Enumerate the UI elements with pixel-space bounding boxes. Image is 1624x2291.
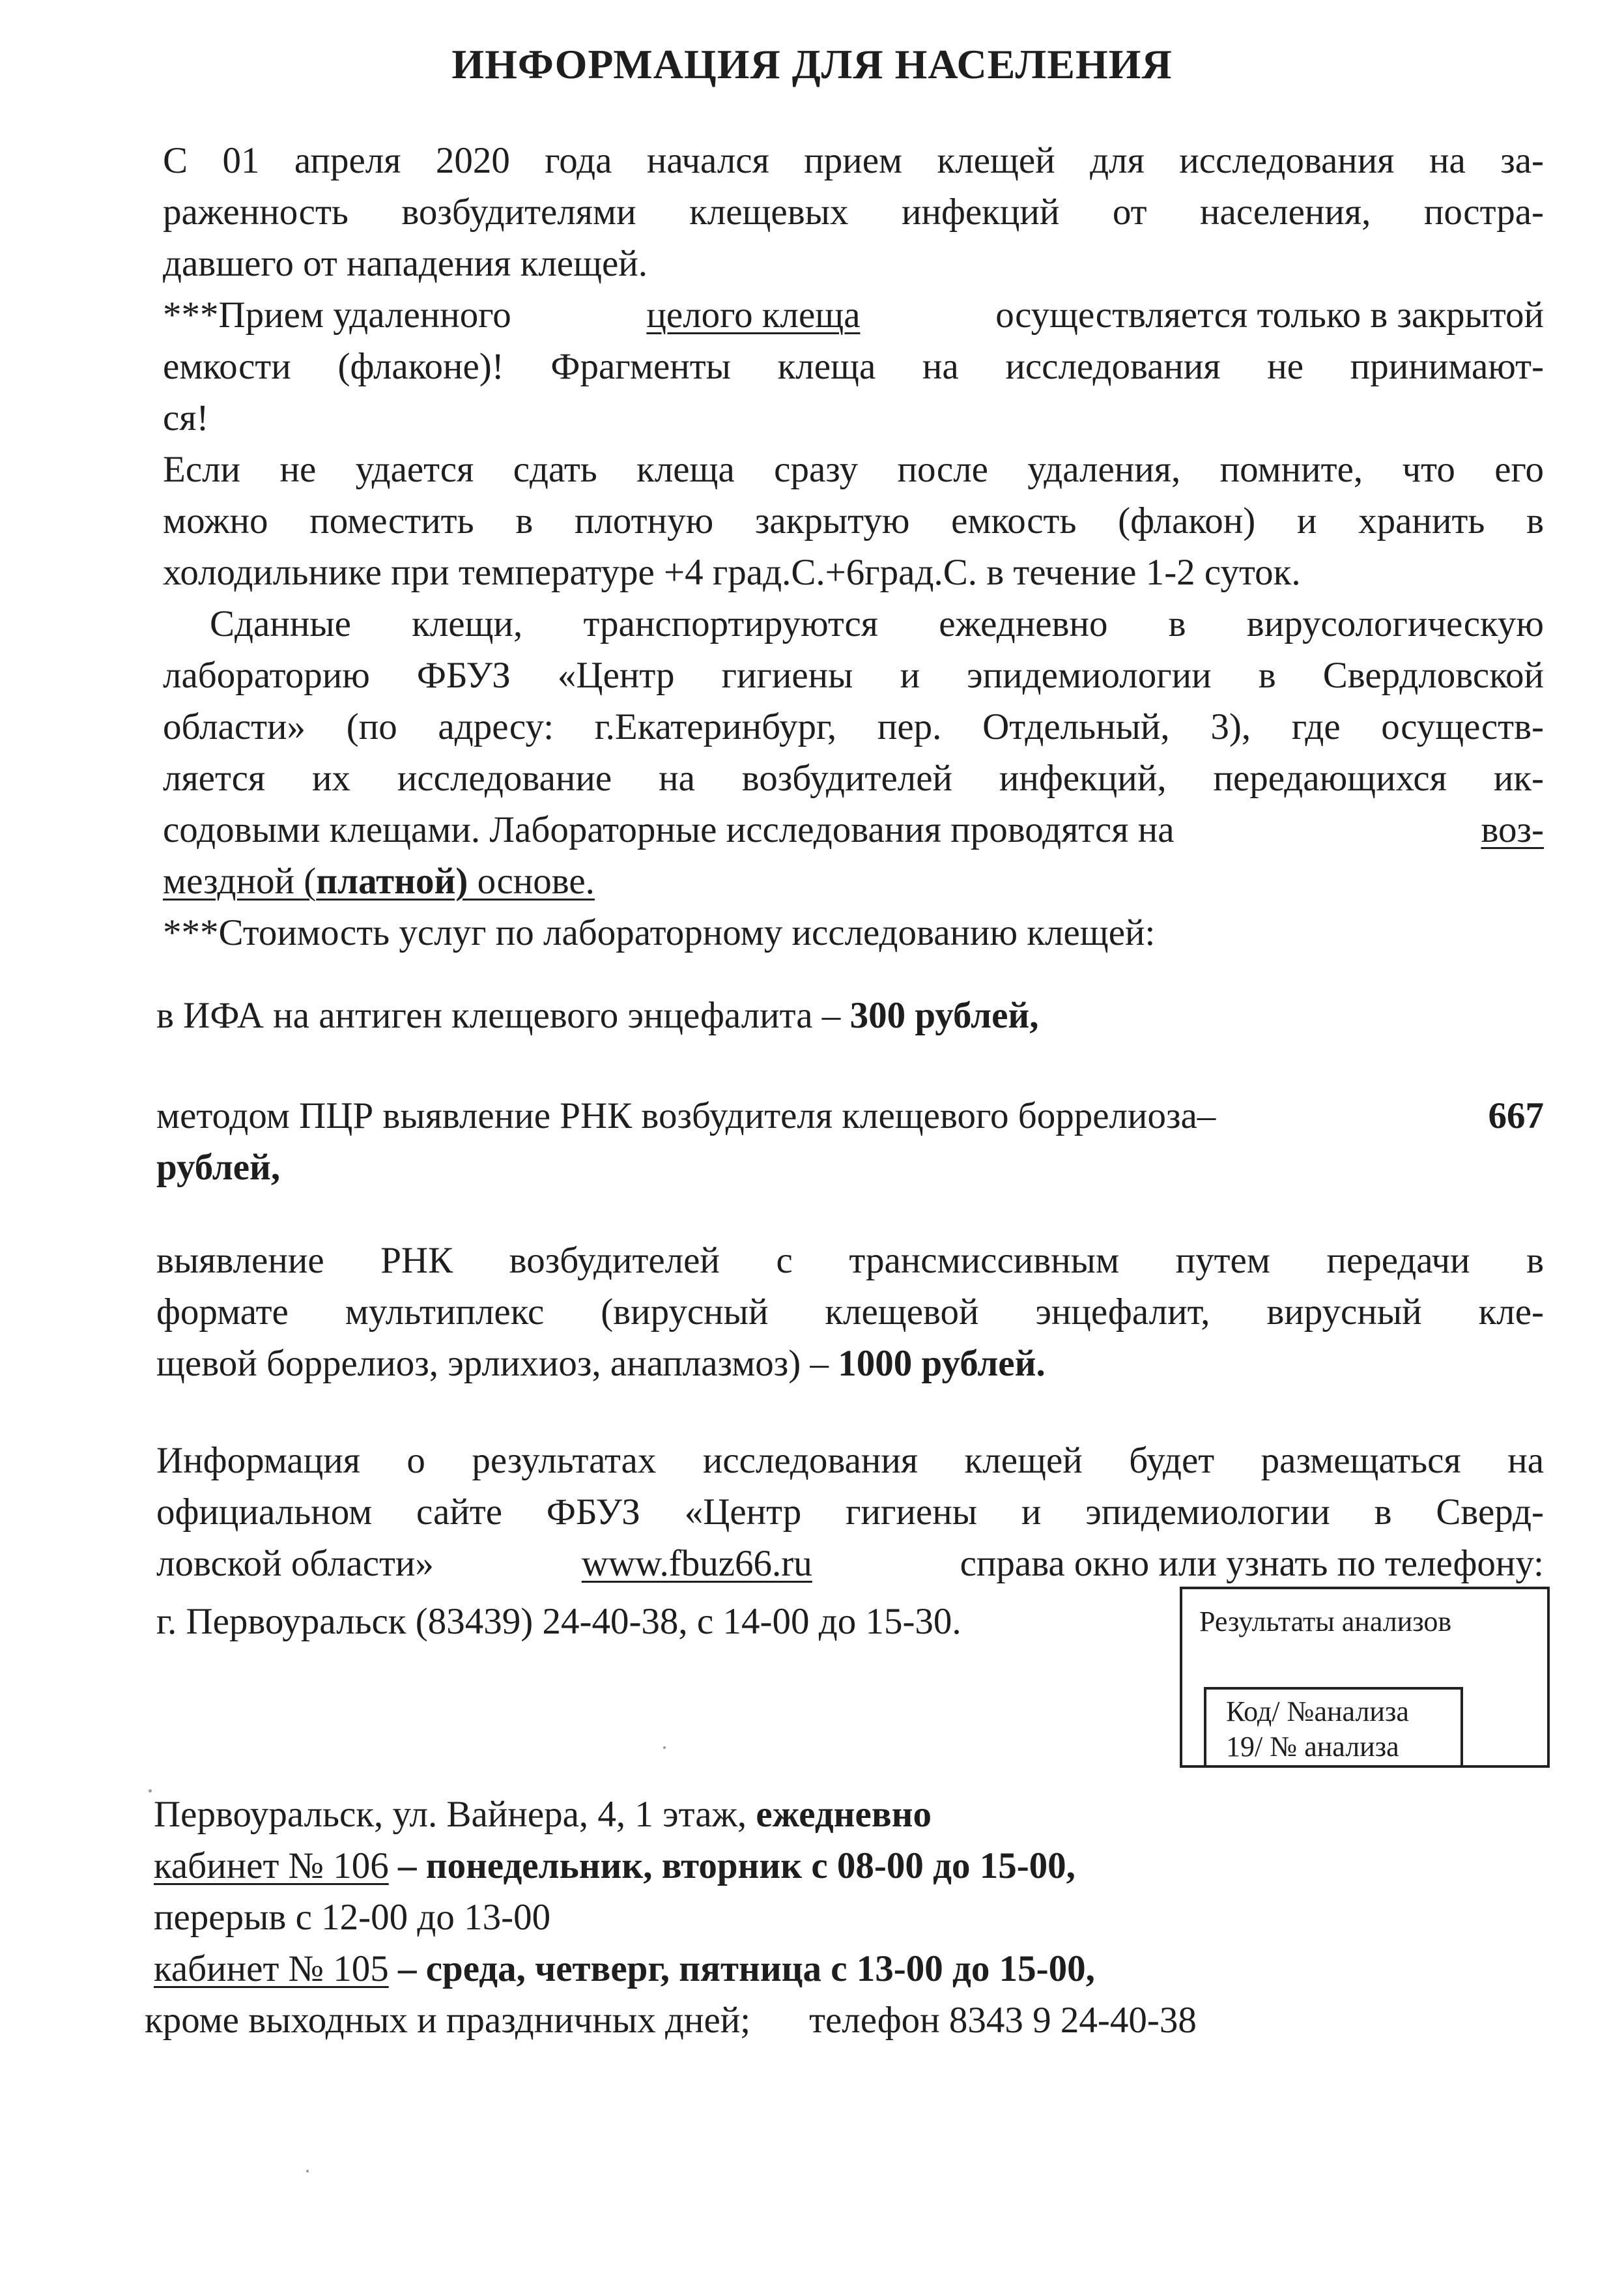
lab-line-4: ляется их исследование на возбудителей инфекций, передающихся ик- (163, 758, 1544, 799)
results-info-text-b: справа окно или узнать по телефону: (960, 1543, 1544, 1584)
analysis-code-line-1: Код/ №анализа (1226, 1695, 1409, 1727)
price-line-ifa (156, 997, 1038, 1034)
results-box (1180, 1587, 1550, 1768)
price-line-pcr (156, 1097, 1544, 1134)
intro-line-3: давшего от нападения клещей. (163, 243, 648, 284)
lab-line-5 (163, 811, 1544, 848)
storage-line-2: можно поместить в плотную закрытую емкость (флакон) и хранить в (163, 500, 1544, 541)
page-title: ИНФОРМАЦИЯ ДЛЯ НАСЕЛЕНИЯ (451, 41, 1173, 87)
price-multiplex-line-1: выявление РНК возбудителей с трансмиссивным путем передачи в (156, 1240, 1544, 1281)
price-ifa-text: в ИФА на антиген клещевого энцефалита – (156, 995, 850, 1036)
whole-tick-underlined: целого клеща (646, 295, 861, 336)
price-multiplex-line-2: формате мультиплекс (вирусный клещевой энцефалит, вирусный кле- (156, 1291, 1544, 1333)
lab-line-3: области» (по адресу: г.Екатеринбург, пер. Отдельный, 3), где осуществ- (163, 706, 1544, 747)
whole-tick-line-2: емкости (флаконе)! Фрагменты клеща на исследования не принимают- (163, 346, 1544, 387)
results-box-label: Результаты анализов (1199, 1606, 1452, 1637)
address-line-5 (145, 2002, 1197, 2039)
whole-tick-text-a: ***Прием удаленного (163, 295, 511, 336)
contact-phone: телефон 8343 9 24-40-38 (809, 2000, 1197, 2041)
website-link[interactable]: www.fbuz66.ru (581, 1543, 812, 1584)
office-106: кабинет № 106 (154, 1845, 389, 1886)
address-line-3: перерыв с 12-00 до 13-00 (154, 1897, 551, 1938)
whole-tick-text-b: осуществляется только в закрытой (995, 295, 1544, 336)
lab-line-2: лабораторию ФБУЗ «Центр гигиены и эпидемиологии в Свердловской (163, 655, 1544, 696)
results-info-phone: г. Первоуральск (83439) 24-40-38, с 14-00 до 15-30. (156, 1601, 962, 1642)
analysis-code-line-2: 19/ № анализа (1226, 1731, 1399, 1763)
office-106-hours: – понедельник, вторник с 08-00 до 15-00, (388, 1845, 1076, 1886)
paid-basis-bold: платной) (316, 861, 468, 902)
analysis-code-box (1204, 1687, 1463, 1768)
price-multiplex-line-3 (156, 1345, 1046, 1382)
intro-line-2: раженность возбудителями клещевых инфекций от населения, постра- (163, 192, 1544, 233)
paid-basis-part-1: мездной ( (163, 861, 317, 902)
weekend-note: кроме выходных и праздничных дней; (145, 2000, 751, 2041)
address-line-4 (154, 1950, 1095, 1987)
scan-speck (149, 1789, 152, 1793)
office-105-hours: – среда, четверг, пятница с 13-00 до 15-00, (388, 1948, 1095, 1989)
address-line-2 (154, 1847, 1076, 1884)
lab-line-1: Сданные клещи, транспортируются ежедневно в вирусологическую (210, 603, 1544, 644)
whole-tick-line-3: ся! (163, 397, 209, 439)
address-text: Первоуральск, ул. Вайнера, 4, 1 этаж, (154, 1794, 756, 1835)
paid-basis-underlined-a: воз- (1481, 809, 1544, 850)
price-multiplex-text: щевой боррелиоз, эрлихиоз, анаплазмоз) – (156, 1343, 838, 1384)
intro-line-1: С 01 апреля 2020 года начался прием клещей для исследования на за- (163, 140, 1544, 181)
results-info-line-3 (156, 1545, 1544, 1582)
price-pcr-unit-line (156, 1149, 280, 1186)
address-daily: ежедневно (756, 1794, 932, 1835)
price-pcr-value: 667 (1488, 1095, 1544, 1136)
office-105: кабинет № 105 (154, 1948, 389, 1989)
price-ifa-value: 300 рублей, (849, 995, 1039, 1036)
price-pcr-unit: рублей, (156, 1147, 281, 1188)
paid-basis-part-2: основе. (468, 861, 595, 902)
price-multiplex-value: 1000 рублей. (838, 1343, 1046, 1384)
lab-line-6 (163, 863, 595, 900)
price-pcr-text: методом ПЦР выявление РНК возбудителя клещевого боррелиоза– (156, 1095, 1216, 1136)
scan-speck (663, 1746, 666, 1749)
paid-basis-underlined-b (163, 861, 595, 902)
results-info-line-2: официальном сайте ФБУЗ «Центр гигиены и эпидемиологии в Сверд- (156, 1491, 1544, 1533)
storage-line-1: Если не удается сдать клеща сразу после удаления, помните, что его (163, 449, 1544, 490)
scan-speck (306, 2170, 309, 2172)
lab-line-5-text: содовыми клещами. Лабораторные исследования проводятся на (163, 809, 1175, 850)
storage-line-3: холодильнике при температуре +4 град.С.+6град.С. в течение 1-2 суток. (163, 552, 1301, 593)
address-line-1 (154, 1796, 932, 1833)
results-info-line-1: Информация о результатах исследования клещей будет размещаться на (156, 1440, 1544, 1481)
results-info-text-a: ловской области» (156, 1543, 434, 1584)
cost-heading: ***Стоимость услуг по лабораторному исследованию клещей: (163, 912, 1156, 953)
whole-tick-line-1 (163, 296, 1544, 334)
